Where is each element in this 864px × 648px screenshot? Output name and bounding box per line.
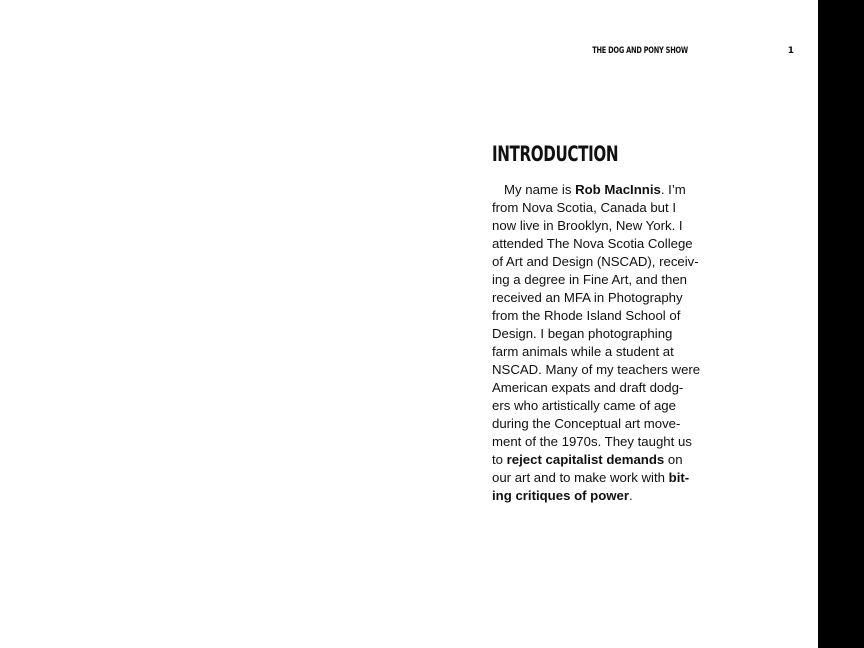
text-run: American expats and draft dodg- xyxy=(492,380,684,395)
text-run: Design. I began photographing xyxy=(492,326,673,341)
text-run: attended The Nova Scotia College xyxy=(492,236,693,251)
text-run: NSCAD. Many of my teachers were xyxy=(492,362,701,377)
running-head-title: THE DOG AND PONY SHOW xyxy=(592,46,688,56)
paragraph-line xyxy=(492,217,718,235)
text-run: ment of the 1970s. They taught us xyxy=(492,434,692,449)
text-run: on xyxy=(664,452,683,467)
text-run: . xyxy=(629,488,633,503)
body-paragraph xyxy=(492,181,718,505)
paragraph-line xyxy=(492,181,718,199)
paragraph-line xyxy=(492,253,718,271)
text-run: ing a degree in Fine Art, and then xyxy=(492,272,688,287)
paragraph-line xyxy=(492,469,718,487)
page-edge-bar xyxy=(818,0,864,648)
paragraph-line xyxy=(492,451,718,469)
page-number: 1 xyxy=(787,46,794,56)
paragraph-line xyxy=(492,415,718,433)
paragraph-line xyxy=(492,361,718,379)
text-run: received an MFA in Photography xyxy=(492,290,683,305)
text-run: ers who artistically came of age xyxy=(492,398,676,413)
bold-text: ing critiques of power xyxy=(492,488,630,503)
paragraph-line xyxy=(492,289,718,307)
text-run: farm animals while a student at xyxy=(492,344,674,359)
paragraph-line xyxy=(492,343,718,361)
paragraph-line xyxy=(492,433,718,451)
text-run: of Art and Design (NSCAD), receiv- xyxy=(492,254,699,269)
paragraph-line xyxy=(492,271,718,289)
paragraph-line xyxy=(492,307,718,325)
bold-text: reject capitalist demands xyxy=(506,452,665,467)
text-run: now live in Brooklyn, New York. I xyxy=(492,218,683,233)
text-run: our art and to make work with xyxy=(492,470,669,485)
text-run: from Nova Scotia, Canada but I xyxy=(492,200,676,215)
section-heading: INTRODUCTION xyxy=(492,142,619,166)
text-run: to xyxy=(492,452,507,467)
paragraph-line xyxy=(492,325,718,343)
paragraph-line xyxy=(492,487,718,505)
text-run: during the Conceptual art move- xyxy=(492,416,681,431)
paragraph-line xyxy=(492,379,718,397)
paragraph-line xyxy=(492,235,718,253)
paragraph-line xyxy=(492,397,718,415)
text-run: . I’m xyxy=(660,182,686,197)
text-run: My name is xyxy=(504,182,576,197)
paragraph-line xyxy=(492,199,718,217)
text-run: from the Rhode Island School of xyxy=(492,308,681,323)
bold-text: bit- xyxy=(668,470,690,485)
bold-text: Rob MacInnis xyxy=(575,182,661,197)
